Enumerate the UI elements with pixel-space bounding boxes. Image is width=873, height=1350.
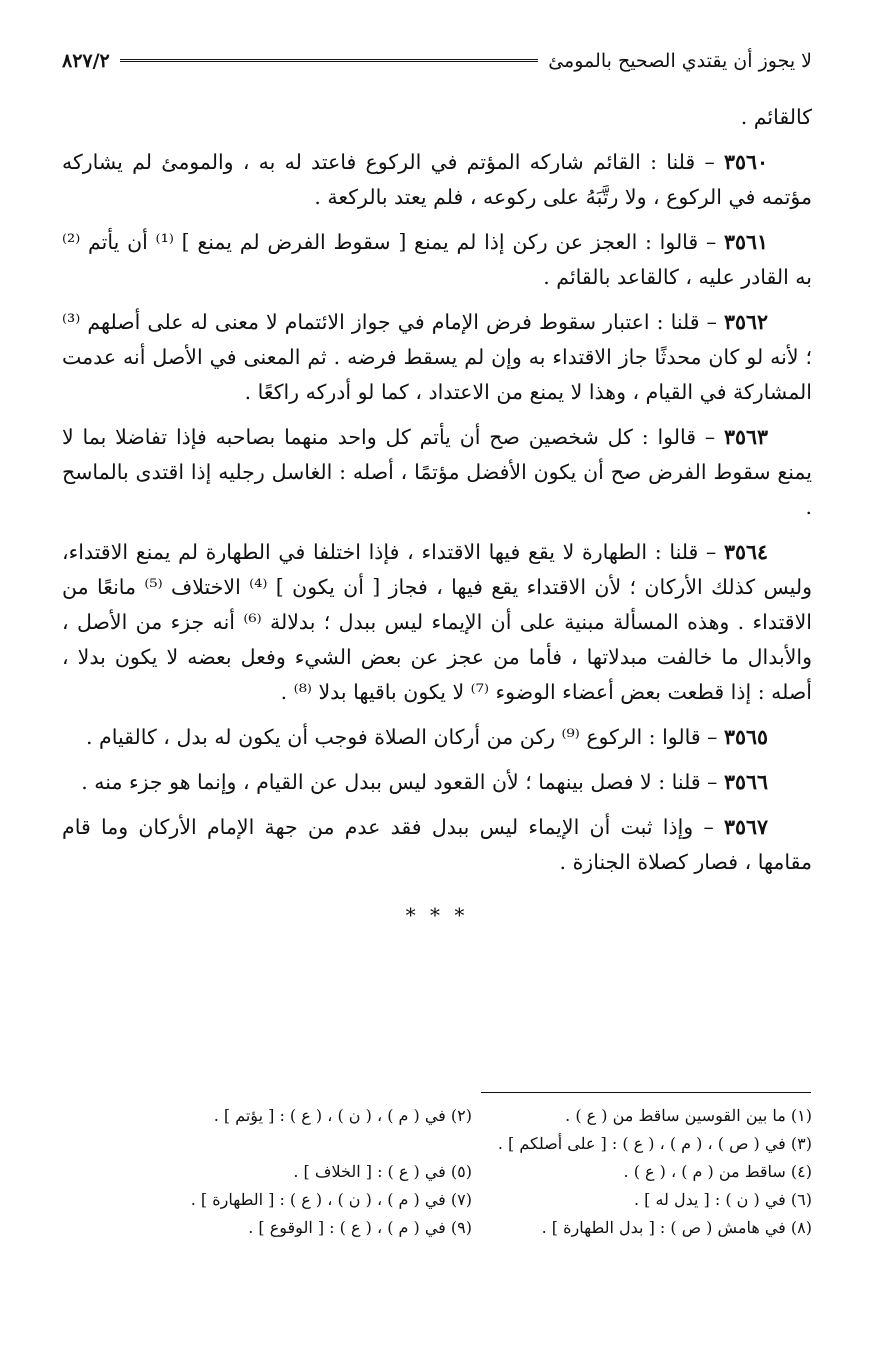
- main-text: [62, 100, 812, 933]
- paragraph: [62, 100, 812, 135]
- footnote: (٩) في ( م ) ، ( ع ) : [ الوقوع ] .: [248, 1218, 472, 1237]
- paragraph-text: – قلنا : اعتبار سقوط فرض الإمام في جواز الائتمام لا معنى له على أصلهم ⁽³⁾ ؛ لأنه لو كان محدثًا جاز الاقتداء به وإن لم يسقط فرضه . ثم المعنى في الأصل أنه عدمت المشاركة في القيام ، وهذا لا يمنع من الاعتداد ، كما لو أدركه راكعًا .: [62, 310, 812, 404]
- paragraph: [62, 535, 812, 710]
- paragraph: [62, 305, 812, 410]
- paragraph-number: ٣٥٦٤: [723, 540, 768, 564]
- footnote: (٨) في هامش ( ص ) : [ بدل الطهارة ] .: [541, 1218, 812, 1237]
- footnote-row: [62, 1214, 812, 1242]
- paragraph-text: – قلنا : الطهارة لا يقع فيها الاقتداء ، فإذا اختلفا في الطهارة لم يمنع الاقتداء، وليس كذلك الأركان ؛ لأن الاقتداء يقع فيها ، فجاز [ أن يكون ] ⁽⁴⁾ الاختلاف ⁽⁵⁾ مانعًا من الاقتداء . وهذه المسألة مبنية على أن الإيماء ليس ببدل ؛ بدلالة ⁽⁶⁾ أنه جزء من الأصل ، والأبدال ما خالفت مبدلاتها ، فأما من عجز عن بعض الشيء وفعل بعضه لا يكون بدلا ، أصله : إذا قطعت بعض أعضاء الوضوء ⁽⁷⁾ لا يكون باقيها بدلا ⁽⁸⁾ .: [62, 540, 812, 704]
- paragraph-text: – قالوا : العجز عن ركن إذا لم يمنع [ سقوط الفرض لم يمنع ] ⁽¹⁾ أن يأتم ⁽²⁾ به القادر عليه ، كالقاعد بالقائم .: [62, 230, 812, 289]
- page-reference: ٨٢٧/٢: [62, 50, 110, 72]
- paragraph: [62, 810, 812, 880]
- footnote: (٤) ساقط من ( م ) ، ( ع ) .: [623, 1162, 812, 1181]
- paragraph-number: ٣٥٦١: [723, 230, 769, 254]
- paragraph-number: ٣٥٦٣: [723, 425, 768, 449]
- paragraph-number: ٣٥٦٠: [723, 150, 768, 174]
- footnote-row: [62, 1158, 812, 1186]
- footnote-rule: [481, 1092, 811, 1093]
- section-separator: * * *: [405, 903, 469, 927]
- paragraph-text: – وإذا ثبت أن الإيماء ليس ببدل فقد عدم من جهة الإمام الأركان وما قام مقامها ، فصار كصلاة الجنازة .: [62, 815, 812, 874]
- paragraph-text: – قلنا : القائم شاركه المؤتم في الركوع فاعتد له به ، والمومئ لم يشاركه مؤتمه في الركوع ، ولا رتَّبَهُ على ركوعه ، فلم يعتد بالركعة .: [62, 150, 812, 209]
- running-title: لا يجوز أن يقتدي الصحيح بالمومئ: [548, 50, 812, 72]
- paragraph: [62, 720, 812, 755]
- footnote: (٦) في ( ن ) : [ يدل له ] .: [633, 1190, 812, 1209]
- paragraph: [62, 765, 812, 800]
- paragraph-text: – قلنا : لا فصل بينهما ؛ لأن القعود ليس ببدل عن القيام ، وإنما هو جزء منه .: [81, 770, 724, 794]
- footnote: (٣) في ( ص ) ، ( م ) ، ( ع ) : [ على أصلكم ] .: [497, 1134, 812, 1153]
- footnote-row: [62, 1186, 812, 1214]
- footnote: (٧) في ( م ) ، ( ن ) ، ( ع ) : [ الطهارة ] .: [190, 1190, 472, 1209]
- footnote-row: [62, 1130, 812, 1158]
- paragraph: [62, 225, 812, 295]
- footnote: (٥) في ( ع ) : [ الخلاف ] .: [293, 1162, 472, 1181]
- paragraph-text: – قالوا : كل شخصين صح أن يأتم كل واحد منهما بصاحبه فإذا تفاضلا بما لا يمنع سقوط الفرض صح أن يكون الأفضل مؤتمًا ، أصله : الغاسل رجليه إذا اقتدى بالماسح .: [62, 425, 812, 519]
- footnotes: [62, 1102, 812, 1242]
- running-header: [62, 42, 812, 80]
- header-rule: [120, 59, 538, 64]
- footnote: (١) ما بين القوسين ساقط من ( ع ) .: [565, 1106, 812, 1125]
- paragraph-text: – قالوا : الركوع ⁽⁹⁾ ركن من أركان الصلاة فوجب أن يكون له بدل ، كالقيام .: [86, 725, 724, 749]
- footnote: (٢) في ( م ) ، ( ن ) ، ( ع ) : [ يؤتم ] .: [213, 1106, 472, 1125]
- paragraph-number: ٣٥٦٢: [723, 310, 768, 334]
- paragraph-number: ٣٥٦٦: [723, 770, 768, 794]
- footnote-row: [62, 1102, 812, 1130]
- paragraph-number: ٣٥٦٧: [723, 815, 768, 839]
- paragraph: [62, 145, 812, 215]
- paragraph-number: ٣٥٦٥: [723, 725, 768, 749]
- paragraph: [62, 420, 812, 525]
- paragraph-text: كالقائم .: [740, 105, 812, 129]
